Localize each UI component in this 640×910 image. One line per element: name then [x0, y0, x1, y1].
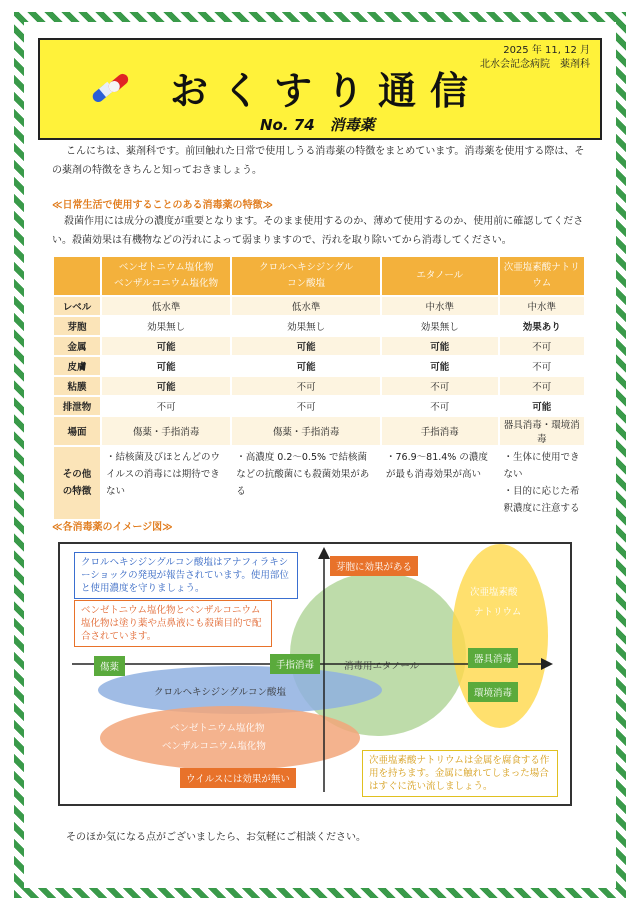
table-row	[54, 357, 584, 375]
table-row	[54, 397, 584, 415]
table-row	[54, 377, 584, 395]
row-label: 金属	[54, 337, 100, 355]
row-label: 粘膜	[54, 377, 100, 395]
table-cell: 中水準	[500, 297, 584, 315]
table-cell: 不可	[382, 397, 498, 415]
label-hypochlorite-2: ナトリウム	[474, 607, 522, 618]
table-cell: 不可	[500, 357, 584, 375]
image-diagram	[58, 542, 572, 806]
issue-date: 2025 年 11, 12 月	[503, 45, 590, 56]
section-description: 殺菌作用には成分の濃度が重要となります。そのまま使用するのか、薄めて使用するのか、使用前に確認してください。殺菌効果は有機物などの汚れによって弱まりますので、汚れを取り除いてから消毒してください。	[52, 216, 584, 246]
table-header: ベンゼトニウム塩化物 ベンザルコニウム塩化物	[102, 257, 230, 295]
table-row	[54, 317, 584, 335]
label-benzalkonium: ベンザルコニウム塩化物	[162, 741, 266, 752]
table-cell: 不可	[232, 377, 380, 395]
note-hypochlorite: 次亜塩素酸ナトリウムは金属を腐食する作用を持ちます。金属に触れてしまった場合はすぐに洗い流しましょう。	[362, 750, 558, 797]
label-benzethonium: ベンゼトニウム塩化物	[170, 723, 265, 734]
date-block	[480, 44, 590, 72]
row-label: 芽胞	[54, 317, 100, 335]
notes-cell: ・生体に使用できない ・目的に応じた希釈濃度に注意する	[500, 447, 584, 519]
table-cell: 低水準	[102, 297, 230, 315]
notes-cell: ・結核菌及びほとんどのウイルスの消毒には期待できない	[102, 447, 230, 519]
table-header: エタノール	[382, 257, 498, 295]
table-cell: 効果無し	[382, 317, 498, 335]
table-cell: 不可	[500, 337, 584, 355]
table-cell: 不可	[102, 397, 230, 415]
note-chlorhexidine: クロルヘキシジングルコン酸塩はアナフィラキシーショックの発現が報告されています。使用部位と使用濃度を守りましょう。	[74, 552, 298, 599]
table-cell: 可能	[102, 357, 230, 375]
table-row	[54, 337, 584, 355]
newsletter-header	[38, 38, 602, 140]
table-cell: 中水準	[382, 297, 498, 315]
table-row	[54, 417, 584, 445]
tag-instrument: 器具消毒	[468, 648, 518, 668]
table-cell: 不可	[232, 397, 380, 415]
table-cell: 手指消毒	[382, 417, 498, 445]
row-label: 場面	[54, 417, 100, 445]
table-cell: 可能	[382, 357, 498, 375]
table-cell: 不可	[500, 377, 584, 395]
intro-text: こんにちは、薬剤科です。前回触れた日常で使用しうる消毒薬の特徴をまとめています。消毒薬を使用する際は、その薬剤の特徴をきちんと知っておきましょう。	[52, 146, 585, 176]
table-cell: 可能	[382, 337, 498, 355]
table-row-notes	[54, 447, 584, 519]
label-chlorhexidine: クロルヘキシジングルコン酸塩	[154, 687, 286, 698]
table-header-row	[54, 257, 584, 295]
table-header: クロルヘキシジングル コン酸塩	[232, 257, 380, 295]
issue-number: No. 74 消毒薬	[260, 116, 375, 134]
table-corner	[54, 257, 100, 295]
tag-environment: 環境消毒	[468, 682, 518, 702]
capsule-icon	[88, 68, 132, 112]
tag-wound: 傷薬	[94, 656, 125, 676]
notes-cell: ・76.9～81.4% の濃度が最も消毒効果が高い	[382, 447, 498, 519]
row-label: その他 の特徴	[54, 447, 100, 519]
section-heading-features: ≪日常生活で使用することのある消毒薬の特徴≫	[52, 200, 273, 211]
table-cell: 傷薬・手指消毒	[232, 417, 380, 445]
section-heading-diagram: ≪各消毒薬のイメージ図≫	[52, 522, 173, 533]
organization: 北水会記念病院 薬剤科	[480, 59, 590, 70]
table-cell: 可能	[232, 357, 380, 375]
label-hypochlorite-1: 次亜塩素酸	[470, 587, 518, 598]
tag-spore-effect: 芽胞に効果がある	[330, 556, 418, 576]
row-label: 皮膚	[54, 357, 100, 375]
table-cell: 不可	[382, 377, 498, 395]
tag-hand: 手指消毒	[270, 654, 320, 674]
table-cell: 効果あり	[500, 317, 584, 335]
table-cell: 可能	[500, 397, 584, 415]
row-label: 排泄物	[54, 397, 100, 415]
tag-virus: ウイルスには効果が無い	[180, 768, 296, 788]
notes-cell: ・高濃度 0.2～0.5% で結核菌などの抗酸菌にも殺菌効果がある	[232, 447, 380, 519]
table-cell: 可能	[102, 377, 230, 395]
table-header: 次亜塩素酸ナトリウム	[500, 257, 584, 295]
comparison-table	[52, 255, 586, 521]
table-cell: 低水準	[232, 297, 380, 315]
table-cell: 傷薬・手指消毒	[102, 417, 230, 445]
row-label: レベル	[54, 297, 100, 315]
note-benzethonium: ベンゼトニウム塩化物とベンザルコニウム塩化物は塗り薬や点鼻液にも殺菌目的で配合されています。	[74, 600, 272, 647]
table-cell: 可能	[232, 337, 380, 355]
table-cell: 器具消毒・環境消毒	[500, 417, 584, 445]
table-row	[54, 297, 584, 315]
table-cell: 可能	[102, 337, 230, 355]
page-title: おくすり通信	[170, 69, 483, 113]
label-ethanol: 消毒用エタノール	[344, 661, 420, 672]
table-cell: 効果無し	[102, 317, 230, 335]
closing-text: そのほか気になる点がございましたら、お気軽にご相談ください。	[66, 832, 366, 843]
table-cell: 効果無し	[232, 317, 380, 335]
